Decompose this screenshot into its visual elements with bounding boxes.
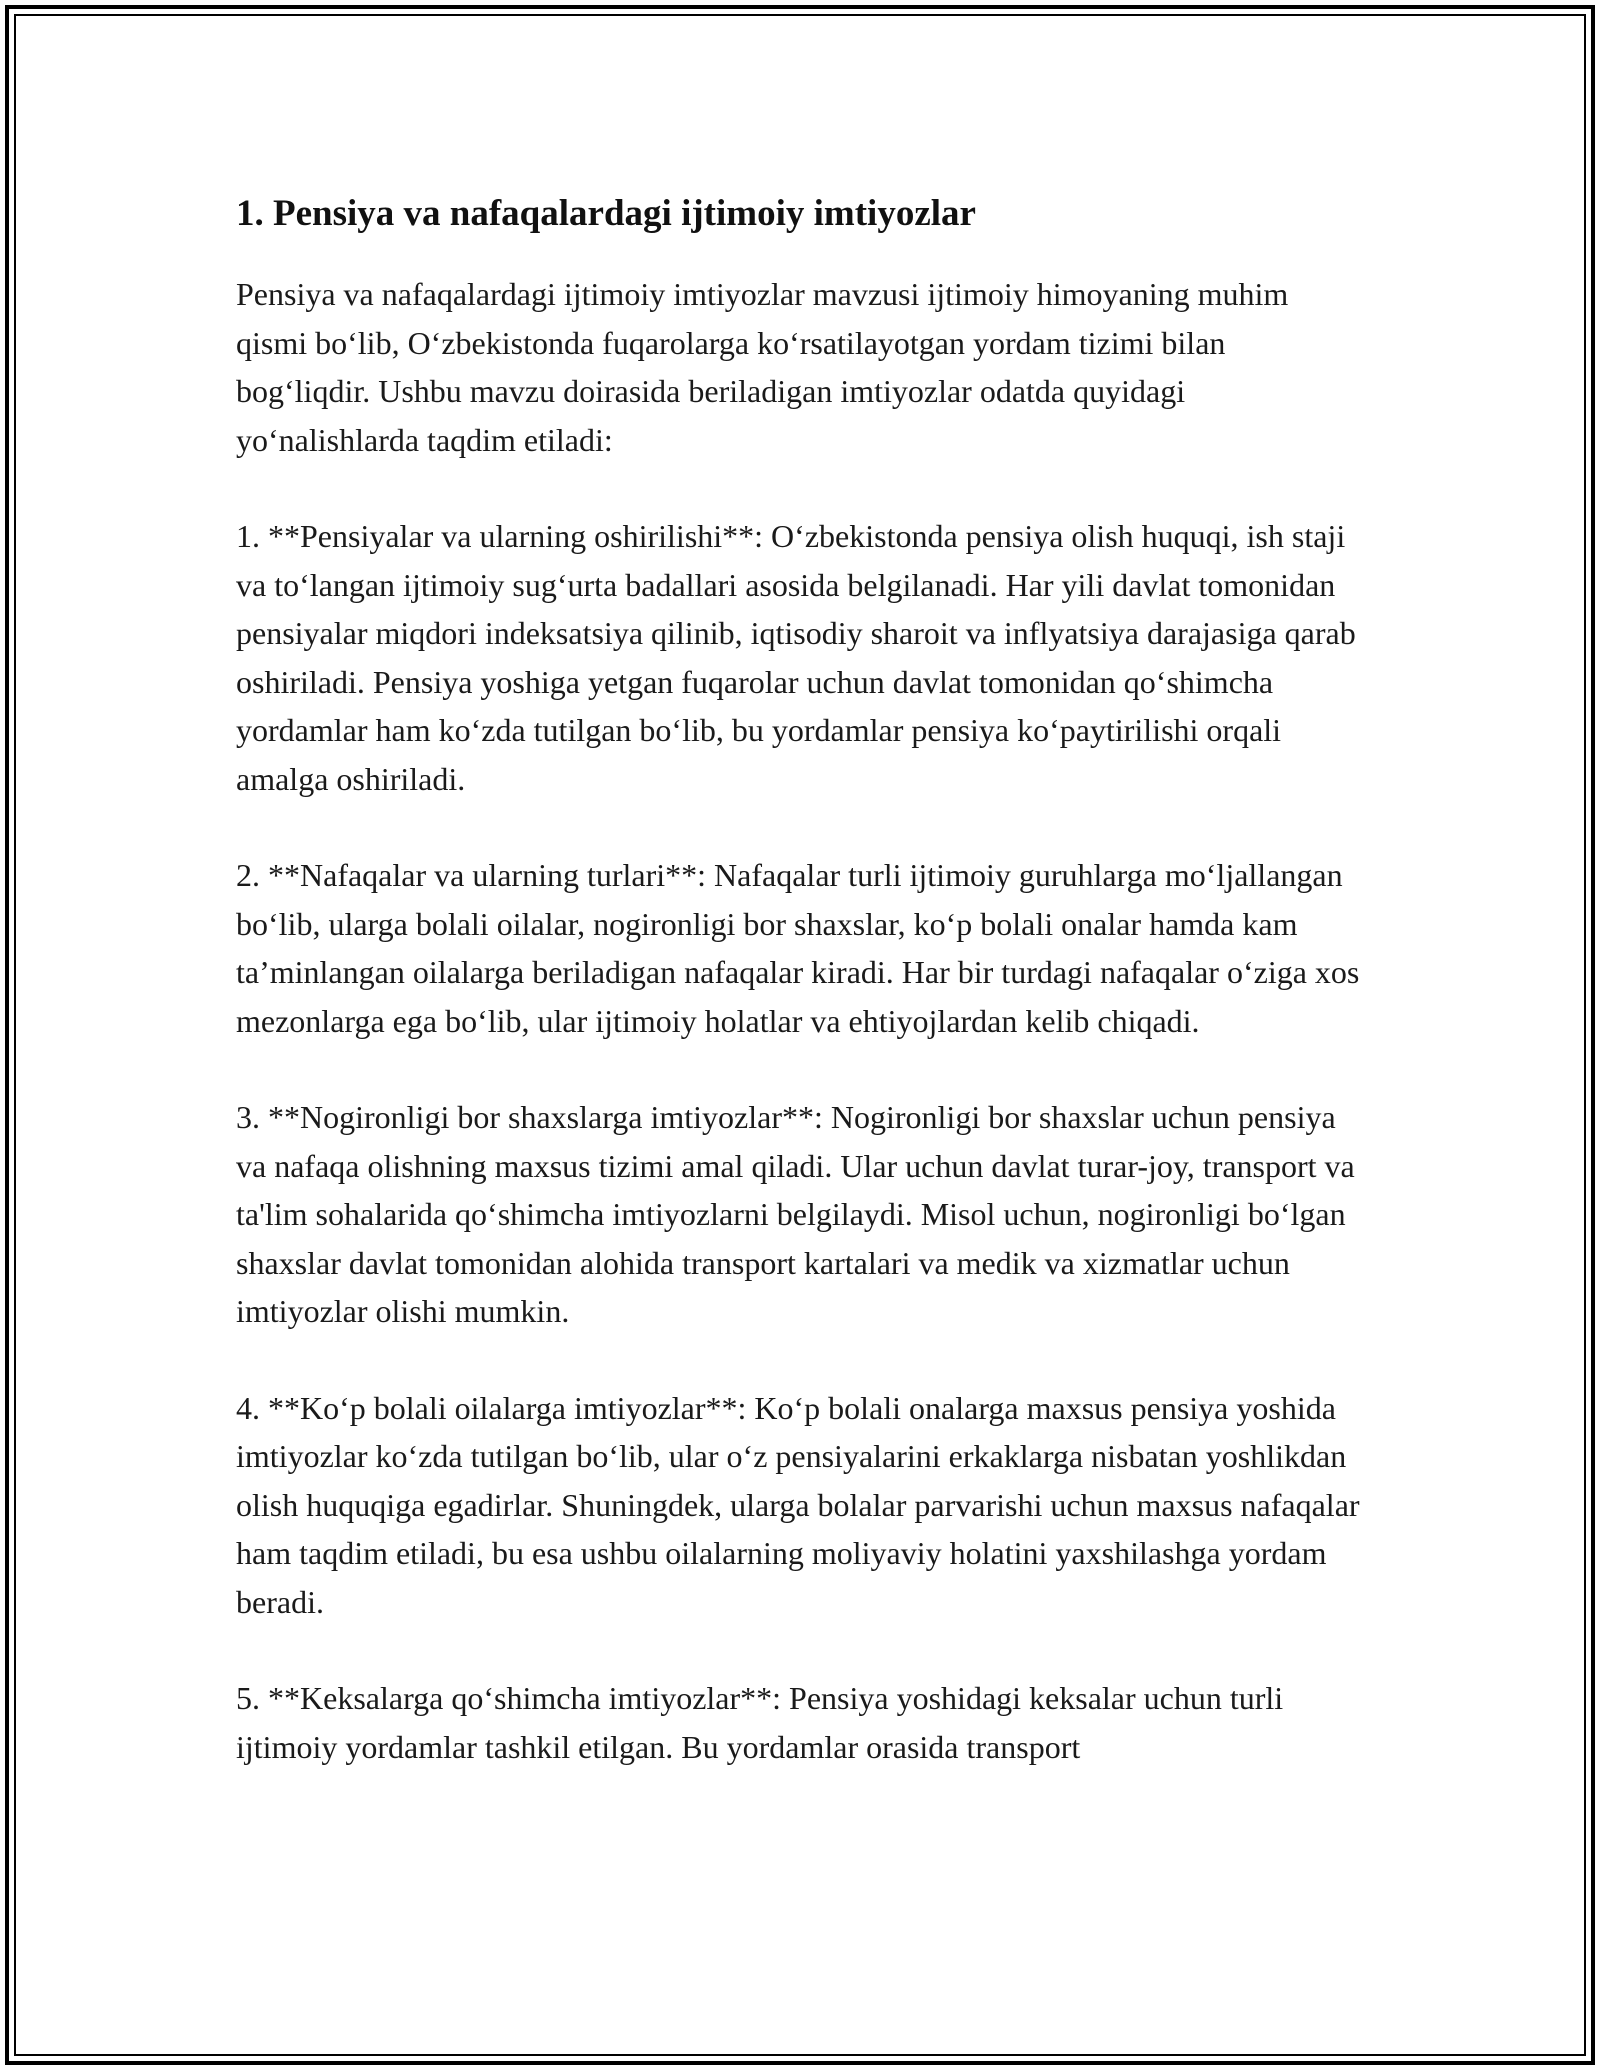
document-body (236, 186, 1366, 1819)
list-item-pensions: 1. **Pensiyalar va ularning oshirilishi**: O‘zbekistonda pensiya olish huquqi, ish staji va to‘langan ijtimoiy sug‘urta badallari asosida belgilanadi. Har yili davlat tomonidan pensiyalar miqdori indeksatsiya qilinib, iqtisodiy sharoit va inflyatsiya darajasiga qarab oshiriladi. Pensiya yoshiga yetgan fuqarolar uchun davlat tomonidan qo‘shimcha yordamlar ham ko‘zda tutilgan bo‘lib, bu yordamlar pensiya ko‘paytirilishi orqali amalga oshiriladi. (236, 518, 1356, 797)
list-item-large-families: 4. **Ko‘p bolali oilalarga imtiyozlar**: Ko‘p bolali onalarga maxsus pensiya yoshida imtiyozlar ko‘zda tutilgan bo‘lib, ular o‘z pensiyalarini erkaklarga nisbatan yoshlikdan olish huquqiga egadirlar. Shuningdek, ularga bolalar parvarishi uchun maxsus nafaqalar ham taqdim etiladi, bu esa ushbu oilalarning moliyaviy holatini yaxshilashga yordam beradi. (236, 1389, 1360, 1620)
section-heading: 1. Pensiya va nafaqalardagi ijtimoiy imtiyozlar (236, 193, 976, 234)
list-item-elderly: 5. **Keksalarga qo‘shimcha imtiyozlar**: Pensiya yoshidagi keksalar uchun turli ijtimoiy yordamlar tashkil etilgan. Bu yordamlar orasida transport (236, 1680, 1284, 1765)
list-item-disability: 3. **Nogironligi bor shaxslarga imtiyozlar**: Nogironligi bor shaxslar uchun pensiya va nafaqa olishning maxsus tizimi amal qiladi. Ular uchun davlat turar-joy, transport va ta'lim sohalarida qo‘shimcha imtiyozlarni belgilaydi. Misol uchun, nogironligi bo‘lgan shaxslar davlat tomonidan alohida transport kartalari va medik va xizmatlar uchun imtiyozlar olishi mumkin. (236, 1099, 1355, 1329)
intro-paragraph: Pensiya va nafaqalardagi ijtimoiy imtiyozlar mavzusi ijtimoiy himoyaning muhim qismi bo‘lib, O‘zbekistonda fuqarolarga ko‘rsatilayotgan yordam tizimi bilan bog‘liqdir. Ushbu mavzu doirasida beriladigan imtiyozlar odatda quyidagi yo‘nalishlarda taqdim etiladi: (236, 276, 1289, 458)
list-item-benefits: 2. **Nafaqalar va ularning turlari**: Nafaqalar turli ijtimoiy guruhlarga mo‘ljallangan bo‘lib, ularga bolali oilalar, nogironligi bor shaxslar, ko‘p bolali onalar hamda kam ta’minlangan oilalarga beriladigan nafaqalar kiradi. Har bir turdagi nafaqalar o‘ziga xos mezonlarga ega bo‘lib, ular ijtimoiy holatlar va ehtiyojlardan kelib chiqadi. (236, 857, 1360, 1039)
